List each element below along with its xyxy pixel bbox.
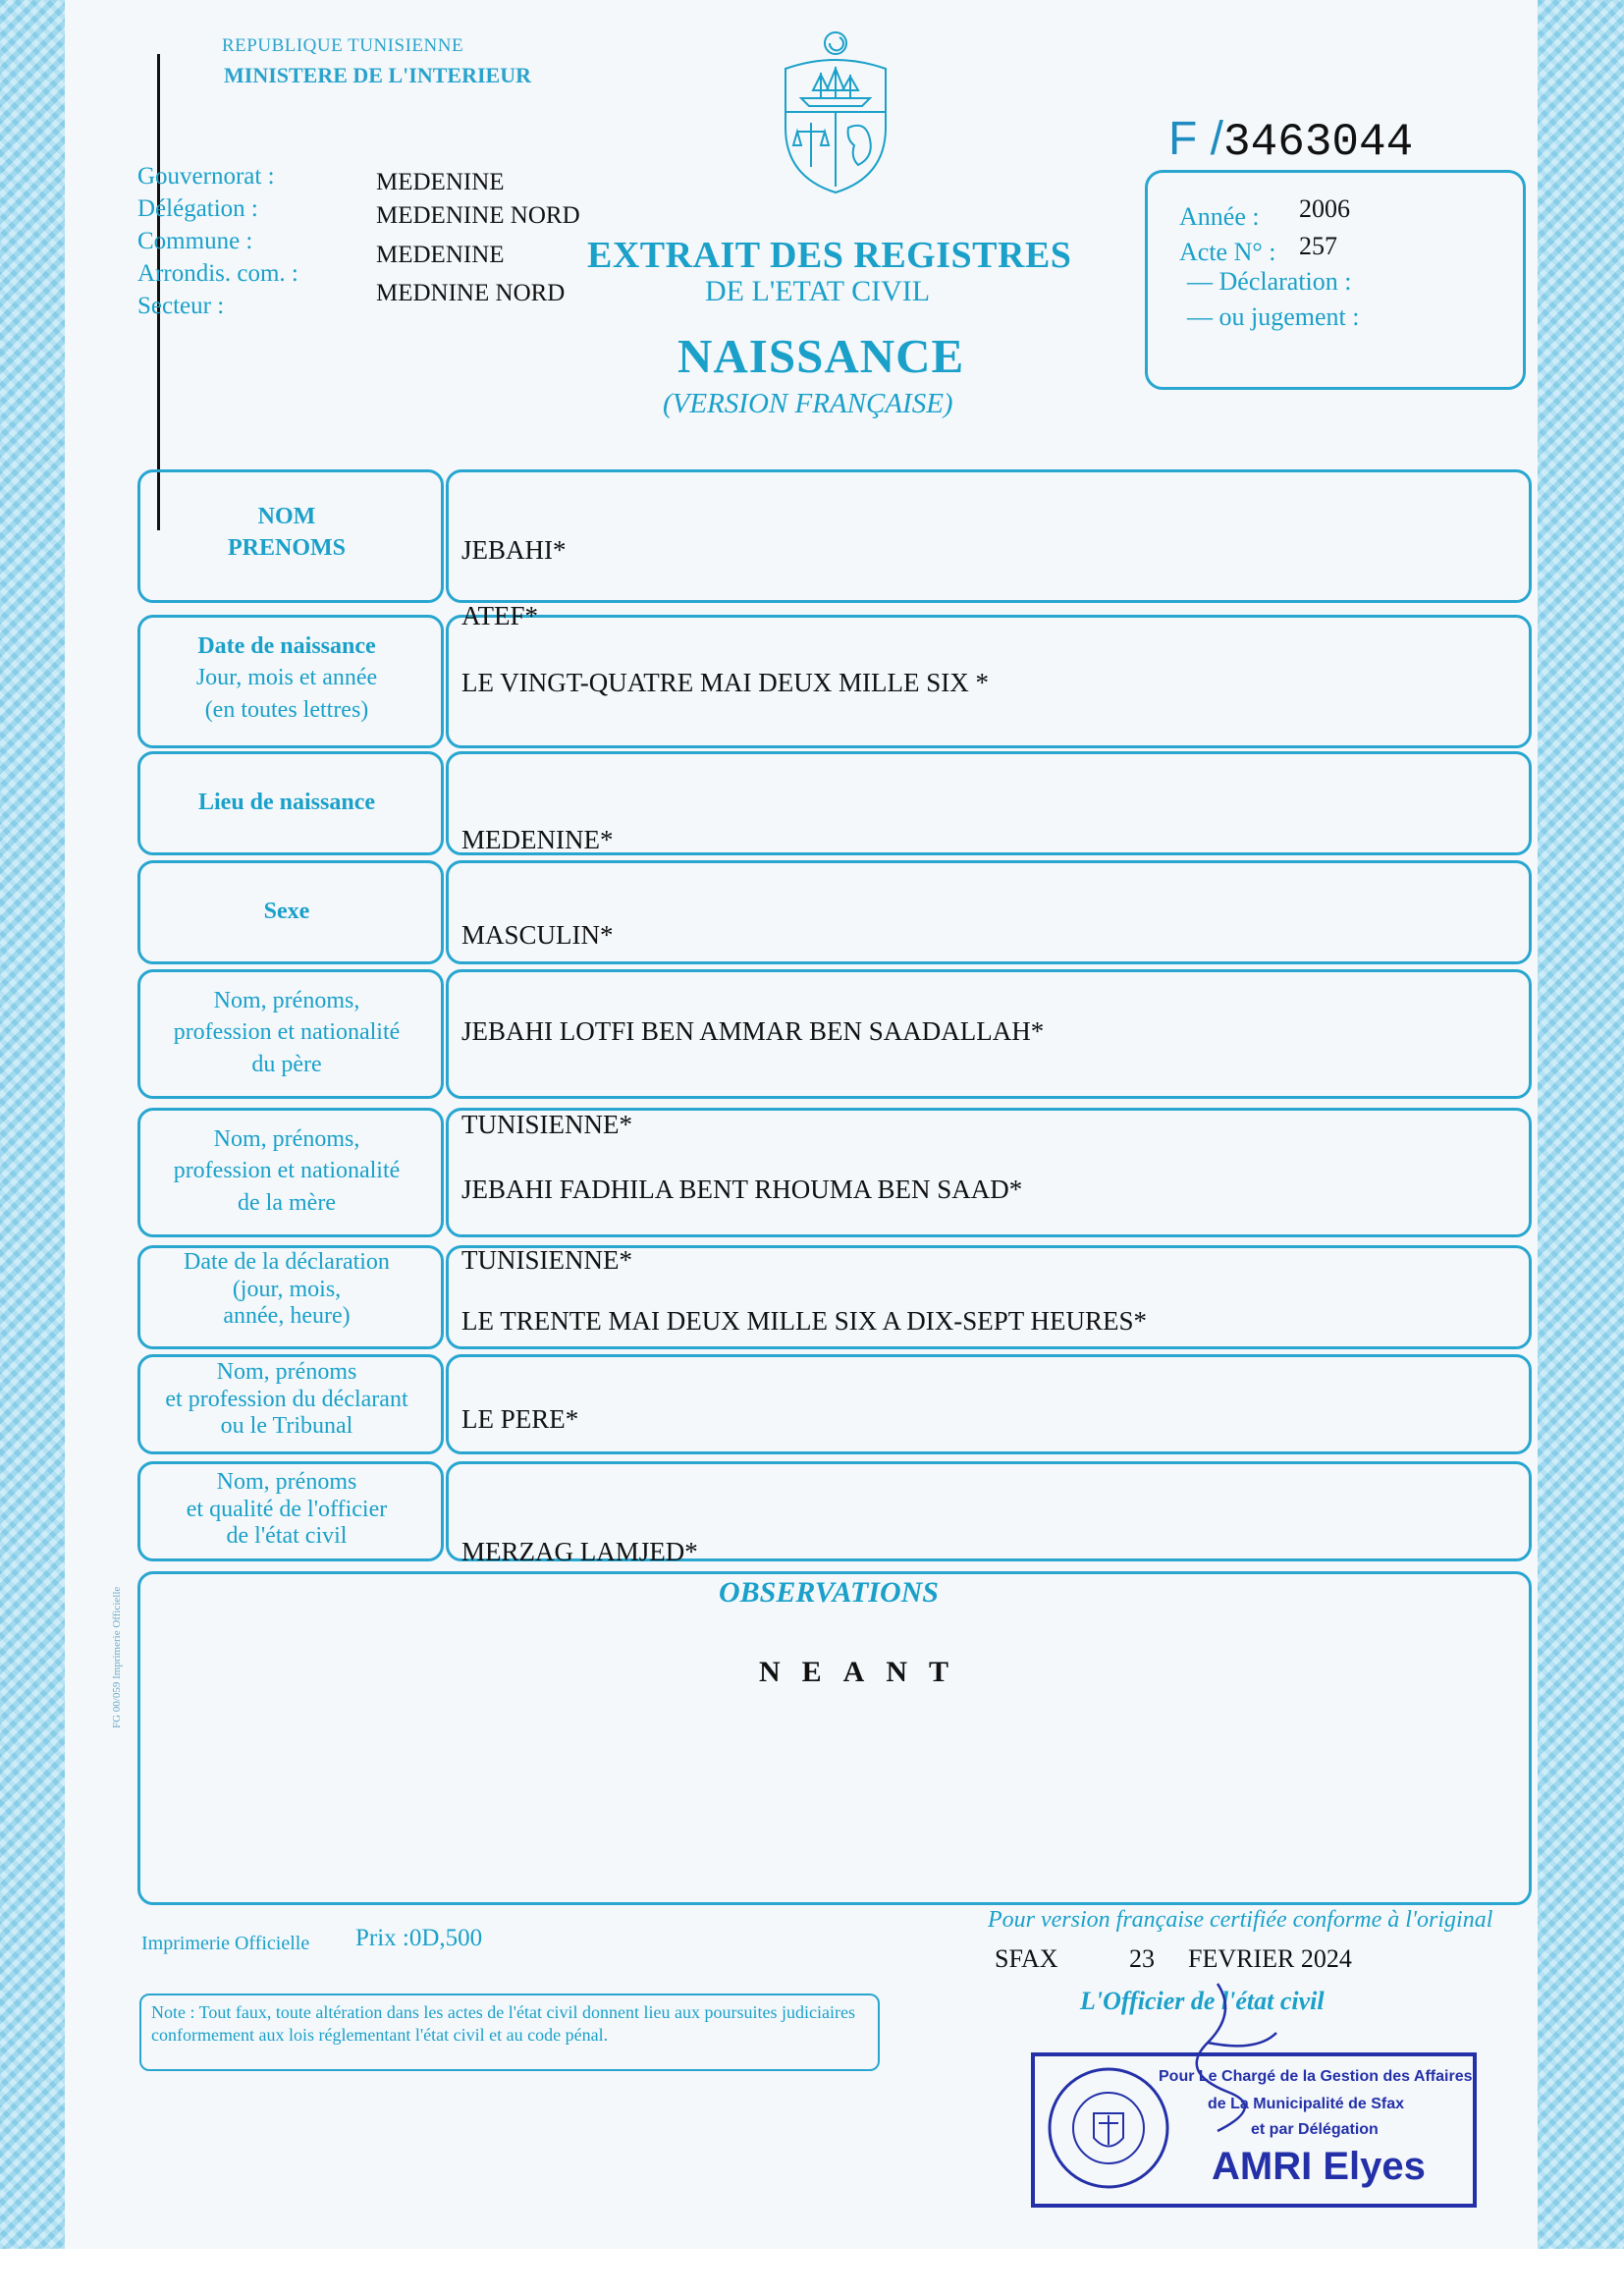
issue-day: 23 [1129,1944,1155,1973]
note-box [139,1994,880,2071]
certification-text: Pour version française certifiée conforme à l'original [988,1907,1493,1933]
label-declarant [139,1359,434,1441]
label-line: Date de naissance [197,633,376,659]
label-line: ou le Tribunal [220,1413,353,1440]
prenom-value: ATEF* [461,601,539,630]
label-line: Nom, prénoms [216,1469,357,1495]
label-line: Jour, mois et année [195,665,378,691]
label-line: année, heure) [223,1303,351,1330]
label-lieu: Lieu de naissance [197,790,376,815]
nom-value: JEBAHI* [461,535,567,565]
commune-value: MEDENINE [376,242,505,268]
mere-value: JEBAHI FADHILA BENT RHOUMA BEN SAAD* [461,1175,1023,1204]
label-line: profession et nationalité [173,1158,401,1184]
stamp-line-2: de La Municipalité de Sfax [1208,2096,1405,2112]
acte-number-value: 257 [1299,232,1337,260]
commune-label: Commune : [137,228,253,254]
ministry-label: MINISTERE DE L'INTERIEUR [224,63,531,87]
label-line: du père [251,1051,322,1077]
gouvernorat-value: MEDENINE [376,169,505,195]
label-line: et qualité de l'officier [186,1496,388,1522]
reference-number [1168,112,1413,168]
guilloche-border-left [0,0,65,2249]
delegation-value: MEDENINE NORD [376,202,580,229]
document-version: (VERSION FRANÇAISE) [663,388,953,419]
secteur-value: MEDNINE NORD [376,280,566,306]
declarant-value: LE PERE* [461,1404,579,1434]
municipal-seal-icon [1045,2064,1172,2192]
page-bottom-margin [0,2249,1624,2295]
stamp-signatory-name: AMRI Elyes [1212,2145,1426,2188]
annee-label: Année : [1179,202,1260,231]
value-box-nom [446,469,1532,603]
date-naissance-value: LE VINGT-QUATRE MAI DEUX MILLE SIX * [461,668,989,697]
republic-label: REPUBLIQUE TUNISIENNE [222,35,464,56]
label-pere [139,985,434,1080]
acte-number-label: Acte N° : [1179,238,1276,266]
official-stamp [1031,2052,1477,2208]
label-line: PRENOMS [228,535,346,562]
imprimerie-label: Imprimerie Officielle [141,1933,310,1954]
jugement-label: — ou jugement : [1187,302,1360,331]
document-title: EXTRAIT DES REGISTRES [587,235,1072,276]
label-line: et profession du déclarant [165,1386,408,1412]
label-line: (jour, mois, [232,1276,342,1302]
declaration-label: — Déclaration : [1187,267,1352,296]
label-line: profession et nationalité [173,1019,401,1046]
legal-note: Note : Tout faux, toute altération dans les actes de l'état civil donnent lieu aux poursuites judiciaires conformement aux lois réglementant l'état civil et au code pénal. [151,2002,855,2045]
officer-title: L'Officier de l'état civil [1080,1987,1325,2015]
document-type: NAISSANCE [677,329,965,383]
delegation-label: Délégation : [137,195,258,222]
mere-nationalite-value: TUNISIENNE* [461,1245,632,1275]
label-line: Nom, prénoms, [213,988,360,1013]
label-sexe: Sexe [263,899,310,924]
reference-value: 3463044 [1223,117,1414,168]
document-subtitle: DE L'ETAT CIVIL [705,275,931,307]
guilloche-border-right [1538,0,1624,2249]
issue-month-year: FEVRIER 2024 [1188,1944,1352,1973]
issue-city: SFAX [995,1944,1058,1973]
lieu-naissance-value: MEDENINE* [461,825,614,854]
observations-title: OBSERVATIONS [719,1576,939,1609]
officier-value: MERZAG LAMJED* [461,1537,698,1566]
label-line: Date de la déclaration [184,1249,390,1275]
label-line: (en toutes lettres) [204,696,369,723]
acte-box [1145,170,1526,390]
stamp-line-3: et par Délégation [1251,2121,1379,2138]
label-mere [139,1123,434,1219]
sexe-value: MASCULIN* [461,920,614,950]
gouvernorat-label: Gouvernorat : [137,163,275,190]
pere-nationalite-value: TUNISIENNE* [461,1110,632,1139]
label-line: Nom, prénoms [216,1359,357,1385]
label-line: NOM [257,504,316,529]
prix-label: Prix :0D,500 [355,1925,483,1951]
arrondissement-label: Arrondis. com. : [137,260,298,287]
stamp-line-1: Pour Le Chargé de la Gestion des Affaires [1159,2068,1473,2085]
reference-prefix: F / [1168,113,1223,165]
label-nom [139,501,434,565]
pere-value: JEBAHI LOTFI BEN AMMAR BEN SAADALLAH* [461,1016,1045,1046]
declaration-value: LE TRENTE MAI DEUX MILLE SIX A DIX-SEPT HEURES* [461,1306,1147,1336]
label-date-naissance [139,630,434,726]
secteur-label: Secteur : [137,293,225,319]
value-box-declarant [446,1354,1532,1454]
annee-value: 2006 [1299,194,1350,223]
side-print-code: FG 00/059 Imprimerie Officielle [111,1586,123,1728]
observations-value: NEANT [759,1656,971,1688]
label-line: Nom, prénoms, [213,1126,360,1152]
label-declaration [139,1249,434,1331]
label-line: de l'état civil [226,1523,348,1550]
observations-box [137,1571,1532,1905]
label-officier [139,1469,434,1551]
coat-of-arms-icon [772,29,899,196]
label-line: de la mère [238,1189,336,1216]
